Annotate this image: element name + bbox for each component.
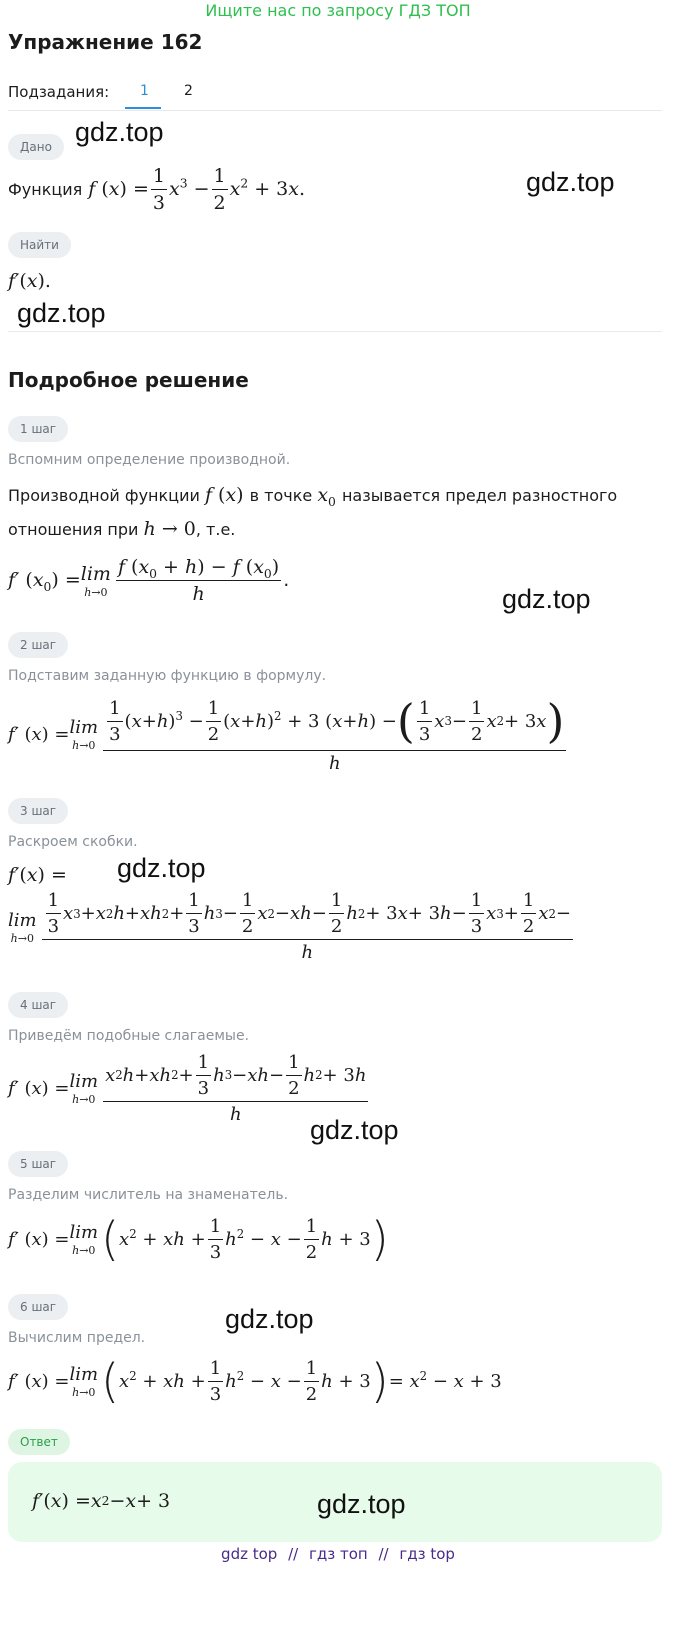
watermark: gdz.top: [225, 1304, 314, 1334]
footer-links: [0, 1545, 676, 1563]
watermark: gdz.top: [317, 1489, 406, 1519]
answer-formula: f′ ( x ) = x 2 − x + 3: [32, 1490, 171, 1512]
step-6-chip: 6 шаг: [8, 1294, 68, 1320]
step-3-formula-head: f′ ( x ) =: [8, 864, 67, 886]
given-prefix: Функция: [8, 179, 83, 199]
step-1-text-2: отношения при h → 0, т.е.: [8, 518, 236, 540]
step-4-formula: f′ (x) = lim h→0 x 2 h + xh 2 + $\frac{1}{3}$ h 3 − xh − $\frac{1}{2}$ h 2 + 3 h h: [8, 1051, 367, 1125]
subtasks-bar: [8, 80, 662, 111]
watermark: gdz.top: [310, 1115, 399, 1145]
find-chip: Найти: [8, 232, 71, 258]
step-5-hint: Разделим числитель на знаменатель.: [8, 1187, 289, 1203]
footer-link-3[interactable]: гдз top: [399, 1545, 455, 1563]
step-2-hint: Подставим заданную функцию в формулу.: [8, 668, 327, 684]
step-3-chip: 3 шаг: [8, 798, 68, 824]
step-1-formula: f′ $(x_0)$ = lim h→0 $\frac{f (x_0 + h) - f (x_0)}{h}$ .: [8, 555, 290, 605]
page-title: Упражнение 162: [8, 30, 203, 54]
step-1-text-c: называется предел разностного: [341, 486, 618, 505]
step-2-formula: f′ (x) = lim h→0 $\frac{1}{3}$ ( x + h )$^3$ − $\frac{1}{2}$ ( x + h )$^2$ + 3 ( x + h ) − ( $\frac{1}{3}$ x 3 − $\frac{1}{2}$ x 2 + 3 x ) h: [8, 694, 565, 774]
step-2-chip: 2 шаг: [8, 632, 68, 658]
answer-chip: Ответ: [8, 1429, 70, 1455]
watermark: gdz.top: [526, 167, 615, 197]
section-divider: [8, 331, 662, 332]
step-4-hint: Приведём подобные слагаемые.: [8, 1028, 250, 1044]
step-6-hint: Вычислим предел.: [8, 1330, 146, 1346]
answer-box: [8, 1462, 662, 1542]
step-1-chip: 1 шаг: [8, 416, 68, 442]
tabs-divider: [8, 110, 662, 111]
solution-title: Подробное решение: [8, 368, 249, 392]
step-3-hint: Раскроем скобки.: [8, 834, 138, 850]
watermark: gdz.top: [75, 117, 164, 147]
footer-sep: //: [378, 1545, 389, 1563]
step-1-text-a: Производной функции: [8, 486, 200, 505]
watermark: gdz.top: [502, 584, 591, 614]
step-1-text2b: , т.е.: [195, 520, 236, 539]
given-function: Функция f (x) = $\frac{1}{3}$ $x^3$ − $\frac{1}{2}$ $x^2 + 3x$.: [8, 164, 306, 214]
step-5-chip: 5 шаг: [8, 1151, 68, 1177]
footer-sep: //: [288, 1545, 299, 1563]
step-1-text: Производной функции f (x) в точке $x_0$ называется предел разностного: [8, 484, 618, 509]
step-4-chip: 4 шаг: [8, 992, 68, 1018]
step-5-formula: f′ (x) = lim h→0 ( $x^2$ + xh + $\frac{1}{3}$ $h^2 - x$ − $\frac{1}{2}$ h + 3 ): [8, 1212, 389, 1266]
given-chip: Дано: [8, 134, 64, 160]
watermark: gdz.top: [17, 298, 106, 328]
step-1-text2: отношения при: [8, 520, 139, 539]
tab-1[interactable]: 1: [140, 83, 149, 99]
step-1-hint: Вспомним определение производной.: [8, 452, 291, 468]
footer-link-1[interactable]: gdz top: [221, 1545, 278, 1563]
tab-1-underline: [125, 107, 161, 109]
step-1-text-b: в точке: [249, 486, 313, 505]
subtasks-label: Подзадания:: [8, 83, 110, 101]
step-3-formula: lim h→0 $\frac{1}{3}$ x 3 + x 2 h + xh 2 + $\frac{1}{3}$ h 3 − $\frac{1}{2}$ x 2 − xh − $\frac{1}{2}$ h 2 + 3 x + 3 h − $\frac{1}{3}$ x 3 + $\frac{1}{2}$ x 2 − h: [8, 890, 571, 963]
tab-2[interactable]: 2: [184, 83, 193, 99]
top-banner[interactable]: Ищите нас по запросу ГДЗ ТОП: [205, 1, 471, 20]
find-formula: f′ ( x ).: [8, 270, 51, 292]
watermark: gdz.top: [117, 853, 206, 883]
footer-link-2[interactable]: гдз топ: [308, 1545, 368, 1563]
step-6-formula: f′ (x) = lim h→0 ( $x^2$ + xh + $\frac{1}{3}$ $h^2 - x$ − $\frac{1}{2}$ h + 3 ) = $x^2 - x + 3$: [8, 1354, 502, 1408]
